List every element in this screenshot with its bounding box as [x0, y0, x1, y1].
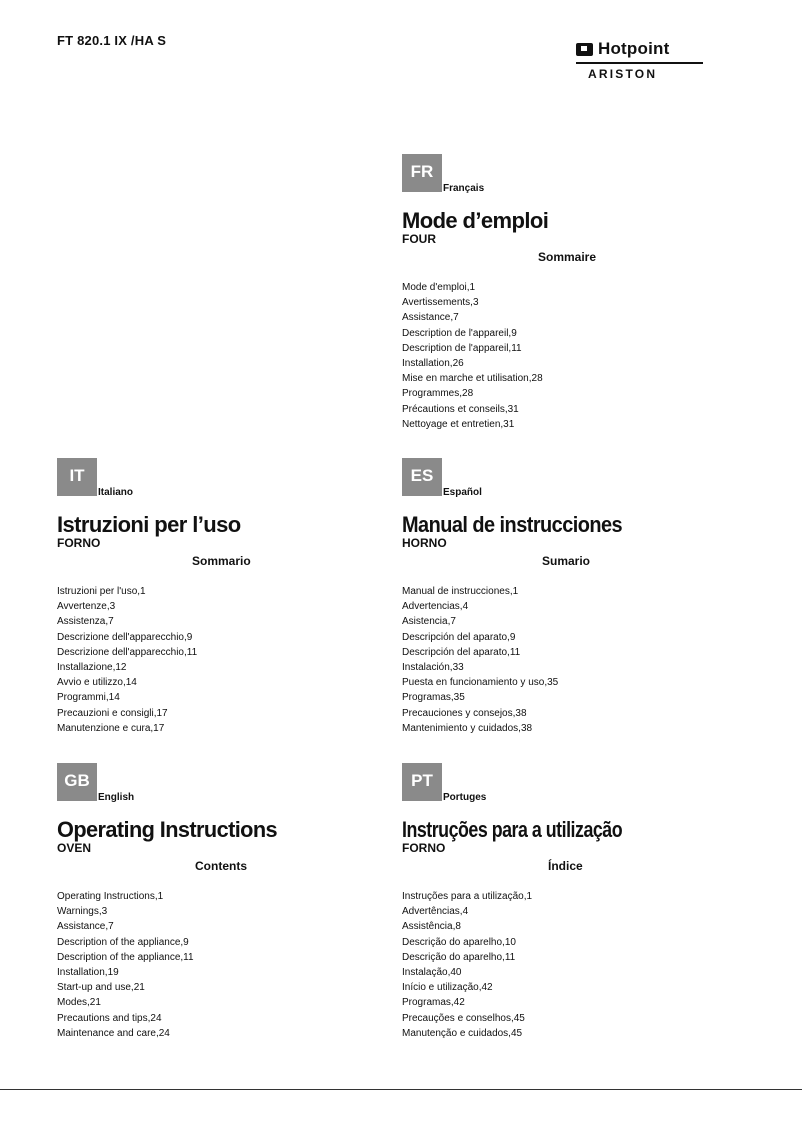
language-name-it: Italiano — [98, 487, 134, 498]
toc-item[interactable]: Mode d'emploi,1 — [402, 282, 476, 293]
manual-title-fr: Mode d’emploi — [402, 208, 549, 233]
language-name-es: Español — [443, 487, 482, 498]
model-number: FT 820.1 IX /HA S — [57, 33, 167, 48]
toc-item[interactable]: Précautions et conseils,31 — [402, 403, 519, 415]
toc-item[interactable]: Start-up and use,21 — [57, 982, 145, 994]
toc-item[interactable]: Programas,35 — [402, 692, 465, 704]
toc-item[interactable]: Advertências,4 — [402, 906, 469, 918]
manual-title-pt: Instruções para a utilização — [402, 817, 623, 842]
logo-divider — [576, 62, 703, 64]
language-badge-fr: FR — [402, 154, 442, 192]
toc-item[interactable]: Mantenimiento y cuidados,38 — [402, 722, 533, 734]
section-pt — [402, 763, 722, 1041]
language-name-gb: English — [98, 792, 135, 803]
toc-item[interactable]: Description de l'appareil,9 — [402, 327, 517, 339]
toc-item[interactable]: Programmi,14 — [57, 692, 120, 704]
toc-list-gb — [57, 889, 377, 1041]
toc-item[interactable]: Avertissements,3 — [402, 297, 479, 309]
toc-item[interactable]: Maintenance and care,24 — [57, 1027, 170, 1039]
toc-item[interactable]: Operating Instructions,1 — [57, 891, 164, 902]
brand-name: Hotpoint — [598, 39, 670, 58]
toc-item[interactable]: Descrizione dell'apparecchio,9 — [57, 631, 193, 643]
toc-item[interactable]: Avvio e utilizzo,14 — [57, 677, 137, 689]
toc-item[interactable]: Descrição do aparelho,11 — [402, 951, 516, 963]
contents-heading-fr: Sommaire — [538, 250, 597, 264]
contents-heading-gb: Contents — [195, 859, 247, 873]
toc-list-pt — [402, 889, 722, 1041]
toc-item[interactable]: Manutenção e cuidados,45 — [402, 1027, 523, 1039]
section-gb — [57, 763, 377, 1041]
section-fr — [402, 154, 722, 432]
appliance-type-gb: OVEN — [57, 841, 92, 855]
toc-item[interactable]: Advertencias,4 — [402, 601, 469, 613]
language-badge-es: ES — [402, 458, 442, 496]
language-badge-it: IT — [57, 458, 97, 496]
appliance-type-es: HORNO — [402, 536, 447, 550]
bottom-divider — [0, 1089, 802, 1090]
toc-item[interactable]: Assistenza,7 — [57, 616, 114, 628]
toc-item[interactable]: Istruzioni per l'uso,1 — [57, 586, 146, 597]
language-badge-pt: PT — [402, 763, 442, 801]
toc-item[interactable]: Avvertenze,3 — [57, 601, 116, 613]
toc-item[interactable]: Description of the appliance,9 — [57, 936, 189, 948]
contents-heading-es: Sumario — [542, 554, 591, 568]
toc-item[interactable]: Puesta en funcionamiento y uso,35 — [402, 677, 559, 689]
toc-item[interactable]: Início e utilização,42 — [402, 982, 493, 994]
toc-list-it — [57, 584, 377, 736]
toc-item[interactable]: Manual de instrucciones,1 — [402, 586, 519, 597]
toc-item[interactable]: Manutenzione e cura,17 — [57, 722, 165, 734]
toc-item[interactable]: Assistência,8 — [402, 921, 461, 933]
toc-item[interactable]: Description de l'appareil,11 — [402, 342, 522, 354]
section-it — [57, 458, 377, 736]
toc-item[interactable]: Description of the appliance,11 — [57, 951, 194, 963]
toc-item[interactable]: Instalación,33 — [402, 662, 464, 674]
appliance-type-pt: FORNO — [402, 841, 446, 855]
brand-subname: ARISTON — [588, 67, 658, 81]
toc-item[interactable]: Descrizione dell'apparecchio,11 — [57, 646, 198, 658]
contents-heading-pt: Índice — [548, 859, 583, 873]
toc-item[interactable]: Installazione,12 — [57, 662, 127, 674]
toc-item[interactable]: Precauciones y consejos,38 — [402, 707, 527, 719]
toc-item[interactable]: Installation,19 — [57, 967, 119, 979]
manual-title-gb: Operating Instructions — [57, 817, 278, 842]
toc-list-fr — [402, 280, 722, 432]
toc-item[interactable]: Installation,26 — [402, 358, 464, 370]
appliance-type-fr: FOUR — [402, 232, 436, 246]
manual-title-it: Istruzioni per l’uso — [57, 512, 241, 537]
toc-item[interactable]: Programas,42 — [402, 997, 465, 1009]
toc-item[interactable]: Descripción del aparato,9 — [402, 631, 516, 643]
toc-item[interactable]: Nettoyage et entretien,31 — [402, 418, 515, 430]
toc-item[interactable]: Programmes,28 — [402, 388, 474, 400]
toc-item[interactable]: Mise en marche et utilisation,28 — [402, 373, 543, 385]
toc-item[interactable]: Asistencia,7 — [402, 616, 456, 628]
manual-title-es: Manual de instrucciones — [402, 512, 623, 537]
toc-item[interactable]: Instruções para a utilização,1 — [402, 891, 533, 902]
toc-item[interactable]: Assistance,7 — [402, 312, 459, 324]
toc-item[interactable]: Modes,21 — [57, 997, 101, 1009]
brand-logo — [576, 40, 704, 86]
language-badge-gb: GB — [57, 763, 97, 801]
logo-mark-icon — [576, 43, 593, 56]
toc-item[interactable]: Precauções e conselhos,45 — [402, 1012, 525, 1024]
contents-heading-it: Sommario — [192, 554, 251, 568]
toc-item[interactable]: Descripción del aparato,11 — [402, 646, 521, 658]
section-es — [402, 458, 722, 736]
toc-item[interactable]: Instalação,40 — [402, 967, 462, 979]
toc-item[interactable]: Precauzioni e consigli,17 — [57, 707, 168, 719]
toc-item[interactable]: Precautions and tips,24 — [57, 1012, 162, 1024]
language-name-fr: Français — [443, 183, 485, 194]
language-name-pt: Portuges — [443, 792, 487, 803]
toc-list-es — [402, 584, 722, 736]
toc-item[interactable]: Assistance,7 — [57, 921, 114, 933]
toc-item[interactable]: Descrição do aparelho,10 — [402, 936, 516, 948]
appliance-type-it: FORNO — [57, 536, 101, 550]
toc-item[interactable]: Warnings,3 — [57, 906, 108, 918]
